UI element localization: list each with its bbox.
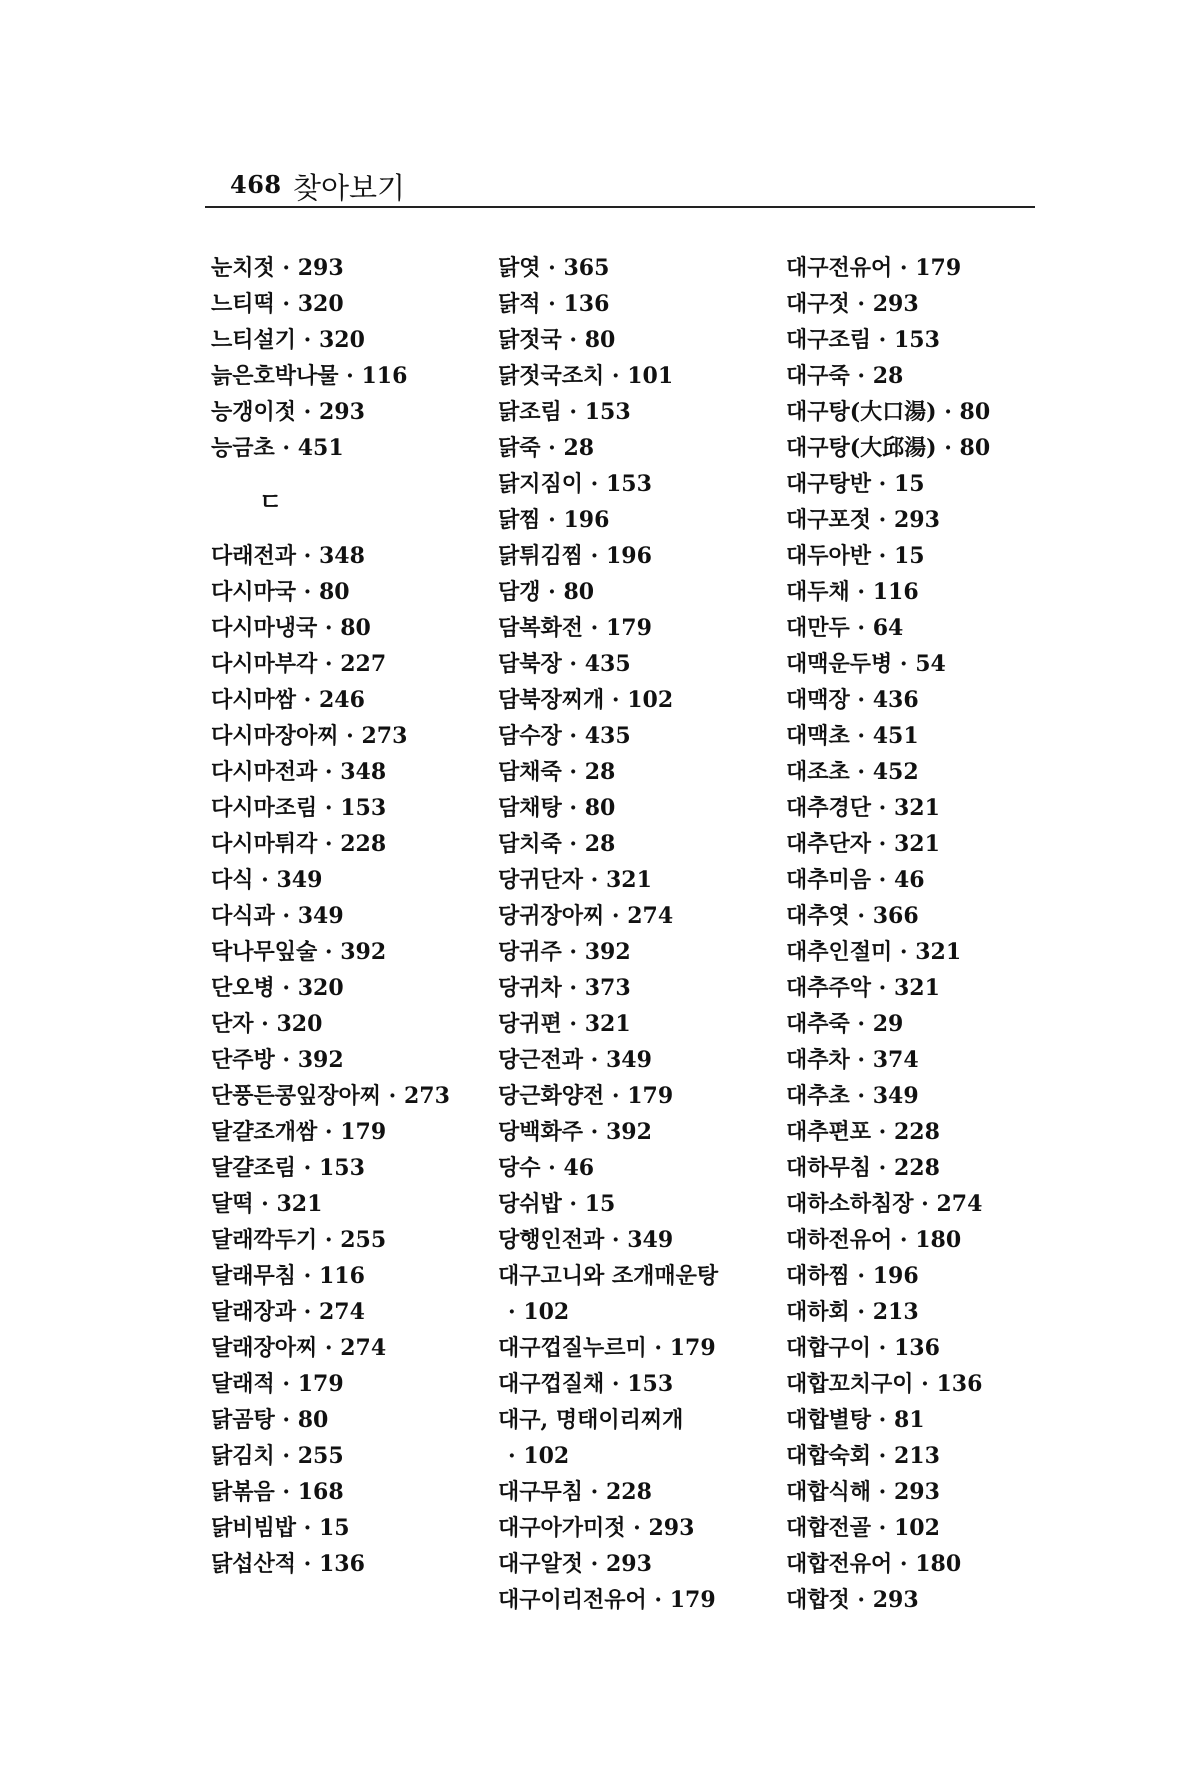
page-title: 찾아보기 (293, 171, 406, 205)
index-entry: 대구, 명태이리찌개 (498, 1407, 684, 1433)
index-entry: 다시마조림 · 153 (211, 795, 387, 821)
index-entry: 느티설기 · 320 (211, 327, 365, 353)
index-entry: 대추차 · 374 (786, 1047, 919, 1073)
index-entry: 대합별탕 · 81 (786, 1407, 925, 1433)
index-entry: 당귀주 · 392 (498, 939, 631, 965)
index-entry: 대추엿 · 366 (786, 903, 919, 929)
index-entry: 대구포젓 · 293 (786, 507, 940, 533)
index-entry: 대하소하침장 · 274 (786, 1191, 983, 1217)
index-entry: 다시마국 · 80 (211, 579, 350, 605)
index-entry: 담북장찌개 · 102 (498, 687, 674, 713)
index-entry: 닭볶음 · 168 (211, 1479, 344, 1505)
index-entry: 담북장 · 435 (498, 651, 631, 677)
index-entry: 대추초 · 349 (786, 1083, 919, 1109)
index-entry: 다시마부각 · 227 (211, 651, 387, 677)
index-entry: 달래장과 · 274 (211, 1299, 365, 1325)
index-entry: 늙은호박나물 · 116 (211, 363, 408, 389)
index-entry: 단주방 · 392 (211, 1047, 344, 1073)
index-entry: 능갱이젓 · 293 (211, 399, 365, 425)
index-entry: 대구조림 · 153 (786, 327, 940, 353)
index-entry: 달걀조개쌈 · 179 (211, 1119, 387, 1145)
index-entry: 대합꼬치구이 · 136 (786, 1371, 983, 1397)
index-entry: 달래깍두기 · 255 (211, 1227, 387, 1253)
index-entry: 단자 · 320 (211, 1011, 323, 1037)
index-entry: · 102 (508, 1299, 570, 1325)
index-entry: 대추편포 · 228 (786, 1119, 940, 1145)
index-entry: 대맥장 · 436 (786, 687, 919, 713)
page-number: 468 (230, 170, 282, 199)
index-entry: 대구죽 · 28 (786, 363, 904, 389)
index-entry: 달걀조림 · 153 (211, 1155, 365, 1181)
section-heading: ㄷ (259, 488, 283, 516)
index-entry: 능금초 · 451 (211, 435, 344, 461)
index-entry: 대구껍질채 · 153 (498, 1371, 674, 1397)
index-entry: 달래장아찌 · 274 (211, 1335, 387, 1361)
index-entry: 대합식해 · 293 (786, 1479, 940, 1505)
index-entry: 담치죽 · 28 (498, 831, 616, 857)
index-entry: 닭김치 · 255 (211, 1443, 344, 1469)
index-entry: 다시마장아찌 · 273 (211, 723, 408, 749)
index-entry: 대구탕반 · 15 (786, 471, 925, 497)
index-entry: 닥나무잎술 · 392 (211, 939, 387, 965)
index-entry: 담수장 · 435 (498, 723, 631, 749)
index-entry: 대두채 · 116 (786, 579, 919, 605)
index-entry: 닭젓국 · 80 (498, 327, 616, 353)
index-entry: 대두아반 · 15 (786, 543, 925, 569)
index-entry: 당근전과 · 349 (498, 1047, 652, 1073)
index-entry: 다래전과 · 348 (211, 543, 365, 569)
index-column-3 (786, 250, 1076, 1618)
index-entry: 당근화양전 · 179 (498, 1083, 674, 1109)
index-entry: 닭곰탕 · 80 (211, 1407, 329, 1433)
index-entry: 대구탕(大口湯) · 80 (786, 399, 991, 425)
index-entry: 닭조림 · 153 (498, 399, 631, 425)
index-entry: 단오병 · 320 (211, 975, 344, 1001)
index-entry: 당귀장아찌 · 274 (498, 903, 674, 929)
index-entry: 대구이리전유어 · 179 (498, 1587, 716, 1613)
index-entry: 다식 · 349 (211, 867, 323, 893)
index-entry: 닭젓국조치 · 101 (498, 363, 674, 389)
index-entry: 느티떡 · 320 (211, 291, 344, 317)
index-entry: 대하회 · 213 (786, 1299, 919, 1325)
index-entry: 대추죽 · 29 (786, 1011, 904, 1037)
index-entry: 당백화주 · 392 (498, 1119, 652, 1145)
index-entry: 닭죽 · 28 (498, 435, 595, 461)
index-entry: 닭섭산적 · 136 (211, 1551, 365, 1577)
index-entry: 대합젓 · 293 (786, 1587, 919, 1613)
index-entry: 대구무침 · 228 (498, 1479, 652, 1505)
index-entry: 다시마전과 · 348 (211, 759, 387, 785)
index-entry: 대맥운두병 · 54 (786, 651, 946, 677)
index-entry: 담갱 · 80 (498, 579, 595, 605)
index-entry: 대추인절미 · 321 (786, 939, 962, 965)
index-column-1 (211, 250, 501, 1582)
index-entry: 다식과 · 349 (211, 903, 344, 929)
index-entry: 대구젓 · 293 (786, 291, 919, 317)
index-entry: 달래무침 · 116 (211, 1263, 365, 1289)
index-entry: 달래적 · 179 (211, 1371, 344, 1397)
index-entry: 대구알젓 · 293 (498, 1551, 652, 1577)
index-entry: 닭엿 · 365 (498, 255, 610, 281)
index-entry: 대추미음 · 46 (786, 867, 925, 893)
index-entry: 눈치젓 · 293 (211, 255, 344, 281)
index-entry: 대추주악 · 321 (786, 975, 940, 1001)
index-entry: 대조초 · 452 (786, 759, 919, 785)
index-entry: 닭비빔밥 · 15 (211, 1515, 350, 1541)
index-entry: 닭적 · 136 (498, 291, 610, 317)
index-entry: 대합전유어 · 180 (786, 1551, 962, 1577)
index-entry: 대구껍질누르미 · 179 (498, 1335, 716, 1361)
index-entry: 다시마냉국 · 80 (211, 615, 371, 641)
index-entry: 당쉬밥 · 15 (498, 1191, 616, 1217)
index-entry: 담채죽 · 28 (498, 759, 616, 785)
index-entry: 담복화전 · 179 (498, 615, 652, 641)
index-entry: 대추경단 · 321 (786, 795, 940, 821)
index-entry: 달떡 · 321 (211, 1191, 323, 1217)
index-entry: 당귀편 · 321 (498, 1011, 631, 1037)
index-entry: 대구아가미젓 · 293 (498, 1515, 695, 1541)
index-entry: 당귀차 · 373 (498, 975, 631, 1001)
index-entry: 당귀단자 · 321 (498, 867, 652, 893)
index-entry: · 102 (508, 1443, 570, 1469)
page-header (205, 160, 1035, 208)
index-entry: 대구고니와 조개매운탕 (498, 1263, 719, 1289)
index-entry: 담채탕 · 80 (498, 795, 616, 821)
index-entry: 당행인전과 · 349 (498, 1227, 674, 1253)
index-entry: 대맥초 · 451 (786, 723, 919, 749)
index-entry: 대구전유어 · 179 (786, 255, 962, 281)
index-entry: 닭찜 · 196 (498, 507, 610, 533)
index-entry: 대구탕(大邱湯) · 80 (786, 435, 991, 461)
index-entry: 대하찜 · 196 (786, 1263, 919, 1289)
index-entry: 다시마쌈 · 246 (211, 687, 365, 713)
index-entry: 대하전유어 · 180 (786, 1227, 962, 1253)
index-entry: 닭튀김찜 · 196 (498, 543, 652, 569)
index-entry: 대하무침 · 228 (786, 1155, 940, 1181)
index-entry: 다시마튀각 · 228 (211, 831, 387, 857)
index-entry: 대합숙회 · 213 (786, 1443, 940, 1469)
index-entry: 대합구이 · 136 (786, 1335, 940, 1361)
index-entry: 단풍든콩잎장아찌 · 273 (211, 1083, 450, 1109)
index-entry: 당수 · 46 (498, 1155, 595, 1181)
index-entry: 대만두 · 64 (786, 615, 904, 641)
index-entry: 대합전골 · 102 (786, 1515, 940, 1541)
header-rule (205, 206, 1035, 208)
index-column-2 (498, 250, 788, 1618)
index-entry: 대추단자 · 321 (786, 831, 940, 857)
index-entry: 닭지짐이 · 153 (498, 471, 652, 497)
